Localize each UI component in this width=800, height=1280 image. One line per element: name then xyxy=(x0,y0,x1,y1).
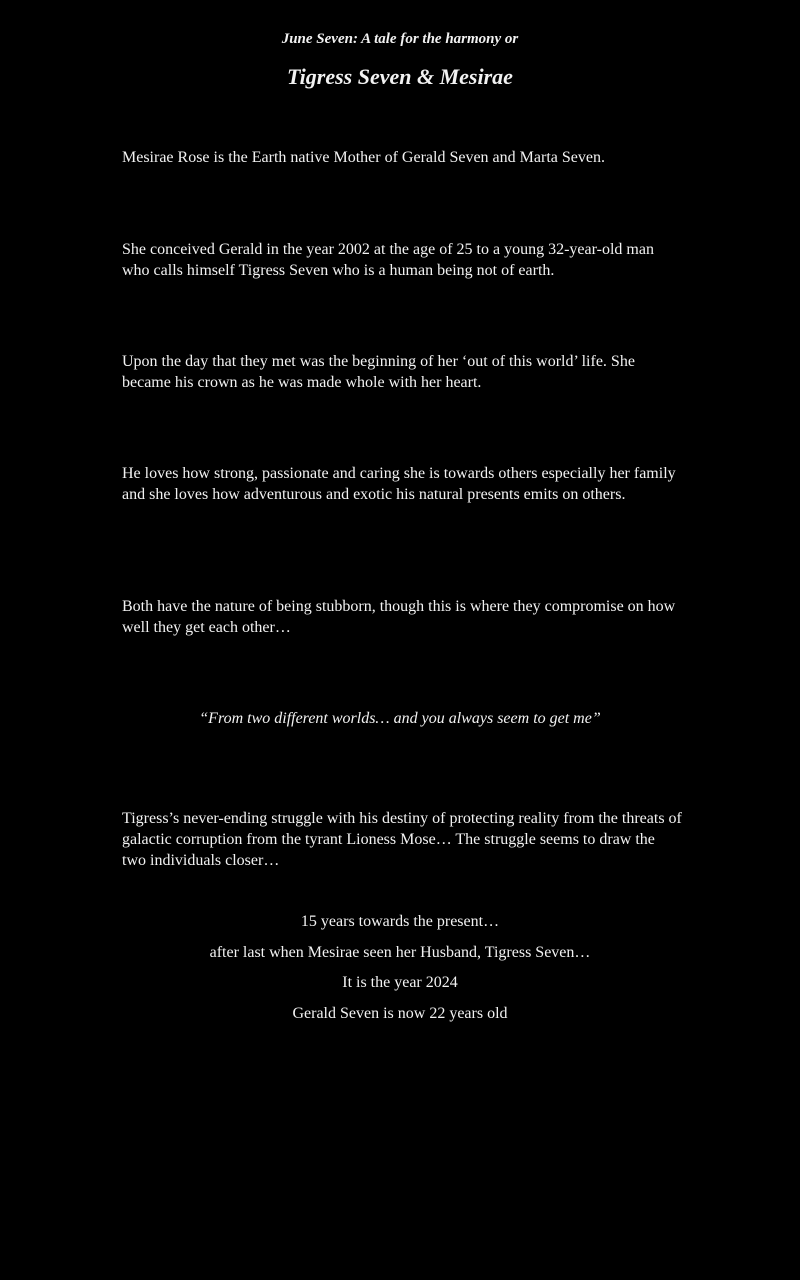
quote-text: “From two different worlds… and you always seem to get me” xyxy=(199,710,601,727)
paragraph-conception: She conceived Gerald in the year 2002 at the age of 25 to a young 32-year-old man who calls himself Tigress Seven who is a human being not of earth. xyxy=(122,241,654,279)
closing-line-time: 15 years towards the present… xyxy=(300,913,500,930)
paragraph-love: He loves how strong, passionate and caring she is towards others especially her family and she loves how adventurous and exotic his natural presents emits on others. xyxy=(122,465,676,503)
paragraph-struggle: Tigress’s never-ending struggle with his destiny of protecting reality from the threats of galactic corruption from the tyrant Lioness Mose… The struggle seems to draw the two individuals closer… xyxy=(122,810,682,869)
closing-line-husband: after last when Mesirae seen her Husband, Tigress Seven… xyxy=(209,944,591,961)
paragraph-mother: Mesirae Rose is the Earth native Mother of Gerald Seven and Marta Seven. xyxy=(122,149,605,166)
closing-line-age: Gerald Seven is now 22 years old xyxy=(292,1005,508,1022)
closing-line-year: It is the year 2024 xyxy=(342,974,458,991)
paragraph-stubborn: Both have the nature of being stubborn, though this is where they compromise on how well they get each other… xyxy=(122,598,676,636)
page-subtitle: June Seven: A tale for the harmony or xyxy=(281,31,519,47)
paragraph-meeting: Upon the day that they met was the beginning of her ‘out of this world’ life. She became his crown as he was made whole with her heart. xyxy=(122,353,635,391)
page-title: Tigress Seven & Mesirae xyxy=(287,64,513,89)
